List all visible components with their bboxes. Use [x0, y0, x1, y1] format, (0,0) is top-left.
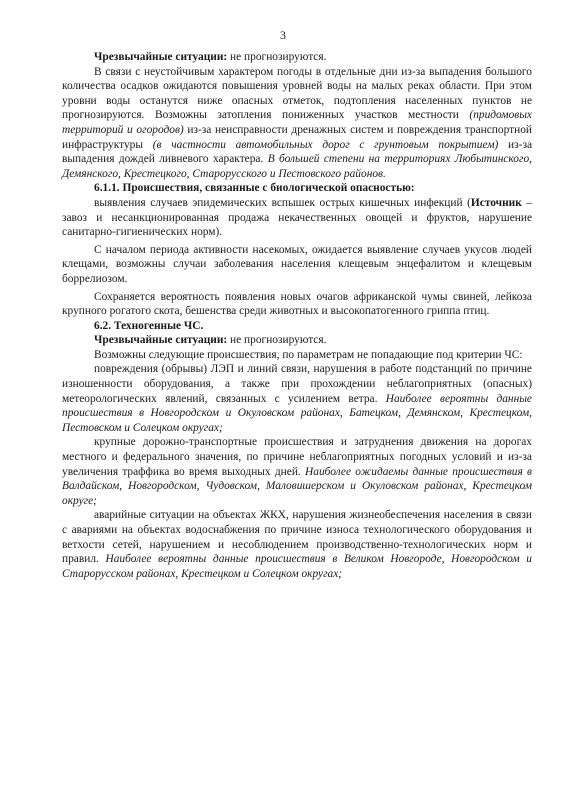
ticks-paragraph: С началом периода активности насекомых, ожидается выявление случаев укусов людей клещами, возможны случаи заболевания населения клещевым энцефалитом и клещевым боррелиозом.	[62, 243, 532, 285]
document-body	[62, 50, 532, 581]
utilities-paragraph: аварийные ситуации на объектах ЖКХ, нарушения жизнеобеспечения населения в связи с авариями на объектах водоснабжения по причине износа технологического оборудования и ветхости сетей, нарушением и несоблюдением производственно-технологических норм и правил. Наиболее вероятны данные происшествия в Великом Новгороде, Новгородском и Старорусском районах, Крестецком и Солецком округах;	[62, 509, 532, 580]
technogenic-emergencies-line: Чрезвычайные ситуации: не прогнозируются.	[94, 334, 327, 347]
section-heading-6-2: 6.2. Техногенные ЧС.	[94, 319, 204, 332]
power-lines-paragraph: повреждения (обрывы) ЛЭП и линий связи, нарушения в работе подстанций по причине изношенности оборудования, а также при прохождении неблагоприятных (опасных) метеорологических явлений, связанных с усилением ветра. Наиболее вероятны данные происшествия в Новгородском и Окуловском районах, Батецком, Демянском, Крестецком, Пестовском и Солецком округах;	[62, 363, 532, 434]
emergencies-label: Чрезвычайные ситуации:	[94, 51, 228, 63]
possible-incidents-paragraph: Возможны следующие происшествия, по параметрам не попадающие под критерии ЧС:	[94, 348, 523, 361]
road-accidents-paragraph: крупные дорожно-транспортные происшествия и затруднения движения на дорогах местного и федерального значения, по причине неблагоприятных погодных условий и из-за увеличения траффика во время выходных дней. Наиболее ожидаемы данные происшествия в Валдайском, Новгородском, Чудовском, Маловишерском и Окуловском районах, Крестецком округе;	[62, 436, 532, 507]
emergencies-label: Чрезвычайные ситуации:	[94, 334, 228, 347]
page-number: 3	[280, 28, 286, 42]
animal-disease-paragraph: Сохраняется вероятность появления новых очагов африканской чумы свиней, лейкоза крупного рогатого скота, бешенства среди животных и высокопатогенного гриппа птиц.	[62, 290, 532, 318]
natural-emergencies-line: Чрезвычайные ситуации: не прогнозируются.	[94, 51, 327, 63]
infection-paragraph: выявления случаев эпидемических вспышек острых кишечных инфекций (Источник – завоз и несанкционированная продажа некачественных овощей и фруктов, нарушение санитарно-гигиенических норм).	[62, 196, 532, 239]
weather-paragraph: В связи с неустойчивым характером погоды в отдельные дни из-за выпадения большого количества осадков ожидаются повышения уровней воды на малых реках области. При этом уровни воды останутся ниже опасных отметок, подтопления населенных пунктов не прогнозируются. Возможны затопления пониженных участков местности (придомовых территорий и огородов) из-за неисправности дренажных систем и повреждения транспортной инфраструктуры (в частности автомобильных дорог с грунтовым покрытием) из-за выпадения дождей ливневого характера. В большей степени на территориях Любытинского, Демянского, Крестецкого, Старорусского и Пестовского районов.	[62, 65, 533, 180]
section-heading-6-1-1: 6.1.1. Происшествия, связанные с биологической опасностью:	[94, 182, 415, 195]
